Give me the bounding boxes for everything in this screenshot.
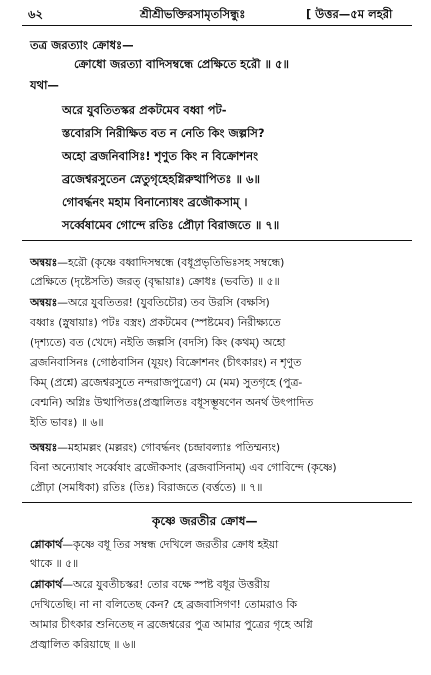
shlokartha-5 [30,538,278,552]
anvaya-6 [30,296,270,310]
verse-6-line-2: স্তবোরসি নিরীক্ষিত বত ন নেতি কিং জল্পসি? [62,126,265,140]
verse-6-line-4: ব্রজেশ্বরসুতেন স্নেতুগৃহেহগ্নিরুত্থাপিতঃ ॥ ৬॥ [62,172,261,186]
verse-7-line-2: সর্ব্বেষামেব গোন্দে রতিঃ প্রৌঢ়া বিরাজতে ॥ ৭॥ [62,218,280,232]
anvaya-label: অন্বয়ঃ [30,296,58,309]
shlokartha-6-line-1: —অরে যুবতীচস্কর! তোর বক্ষে স্পষ্ট বধূর উত্তরীয় [62,578,270,591]
anvaya-7-line-1: —মহামল্লং (মল্লরং) গোবর্দ্ধনং (চন্দ্রাবল্যাঃ পতিম্মন্যং) [57,441,281,454]
anvaya-6-line-4: ব্রজনিবাসিনঃ (গোষ্ঠবাসিন (যূয়ং) বিক্রোশনং (চীৎকারং) ন শৃণুত [30,356,302,369]
anvaya-5-line-2: প্রেক্ষিতে (দৃষ্টেসতি) জরত্ (বৃদ্ধায়াঃ) ক্রোধঃ (ভবতি) ॥ ৫॥ [30,275,280,288]
anvaya-rule [22,502,412,503]
anvaya-label: অন্বয়ঃ [30,256,58,269]
verse-6-line-3: অহো ব্রজনিবাসিঃ! শৃণুত কিং ন বিক্রোশনং [62,149,259,163]
shlokartha-label: শ্লোকার্থ [30,538,63,551]
shlokartha-6-line-2: দেখিতেছি। না না বলিতেছ কেন? হে ব্রজবাসিগণ! তোমরাও কি [30,598,297,611]
anvaya-7-line-2: বিনা অন্যোষাং সর্ব্বেষাং ব্রজৌকসাং (ব্রজবাসিনাম্) এব গোবিন্দে (কৃষ্ণে) [30,461,337,474]
verse-intro: তত্র জরত্যাং ক্রোধঃ— [30,38,134,52]
page-number: ৬২ [28,7,43,21]
shlokartha-5-line-1: —কৃষ্ণে বধূ তির সম্বন্ধ দেখিলে জরতীর ক্রোধ হইয়া [62,538,279,551]
anvaya-7-line-3: প্রৌঢ়া (সমধিকা) রতিঃ (তিঃ) বিরাজতে (বর্ত্ততে) ॥ ৭॥ [30,481,263,494]
verse-rule [22,240,412,241]
anvaya-6-line-7: ইতি ভাবঃ) ॥ ৬॥ [30,416,104,429]
verse-7-line-1: গোবর্দ্ধনং মহাম বিনান্যোষং ব্রজৌকসাম্ । [62,195,248,209]
shlokartha-5-line-2: থাকে ॥ ৫॥ [30,557,79,570]
shlokartha-label: শ্লোকার্থ [30,578,63,591]
shlokartha-6-line-4: প্রজ্বালিত করিয়াছে ॥ ৬॥ [30,638,136,651]
shlokartha-6 [30,578,270,592]
section-title: কৃষ্ণে জরতীর ক্রোধ— [152,514,258,528]
header-rule [22,25,412,26]
anvaya-5 [30,256,284,270]
section-indicator: [ উত্তর—৫ম লহরী [306,7,393,21]
shlokartha-6-line-3: আমার চীৎকার শুনিতেছ ন ব্রজেশ্বরের পুত্র আমার পুত্রের গৃহে অগ্নি [30,618,313,631]
anvaya-6-line-2: বধ্বাঃ (স্নুষায়াঃ) পটঃ বস্ত্রং) প্রকটমেব (স্পষ্টমেব) নিরীক্ষ্যতে [30,316,281,329]
yatha-label: যথা— [30,78,59,92]
anvaya-5-line-1: —হরৌ (কৃষ্ণে বধ্বাদিসম্বন্ধে (বধূপ্রভৃতিভিঃসহ সম্বন্ধে) [57,256,285,269]
anvaya-label: অন্বয়ঃ [30,441,58,454]
anvaya-7 [30,441,280,455]
verse-6-line-1: অরে যুবতিতস্কর প্রকটমেব বধ্বা পট- [62,103,227,117]
anvaya-6-line-1: —অরে যুবতিতর! (যুবতিচৌর) তব উরসি (বক্ষসি) [57,296,270,309]
anvaya-6-line-3: (দৃশ্যতে) বত (খেদে) নইতি জল্পসি (বদসি) কিং (কথম্) অহো [30,336,286,349]
verse-5: ক্রোধো জরত্যা বাদিসম্বন্ধে প্রেক্ষিতে হরৌ ॥ ৫॥ [74,57,289,71]
book-title: শ্রীশ্রীভক্তিরসামৃতসিন্ধুঃ [140,7,246,21]
anvaya-6-line-6: বেশ্মনি) অগ্নিঃ উত্থাপিতঃ(প্রজ্বালিতঃ বধূসম্ভূষণেন অনর্থ উৎপাদিত [30,396,314,409]
anvaya-6-line-5: কিম্ (প্রশ্নে) ব্রজেশ্বরসুতে নন্দরাজপুত্রেণ) মে (মম) সুতগৃহে (পুত্র- [30,376,303,389]
